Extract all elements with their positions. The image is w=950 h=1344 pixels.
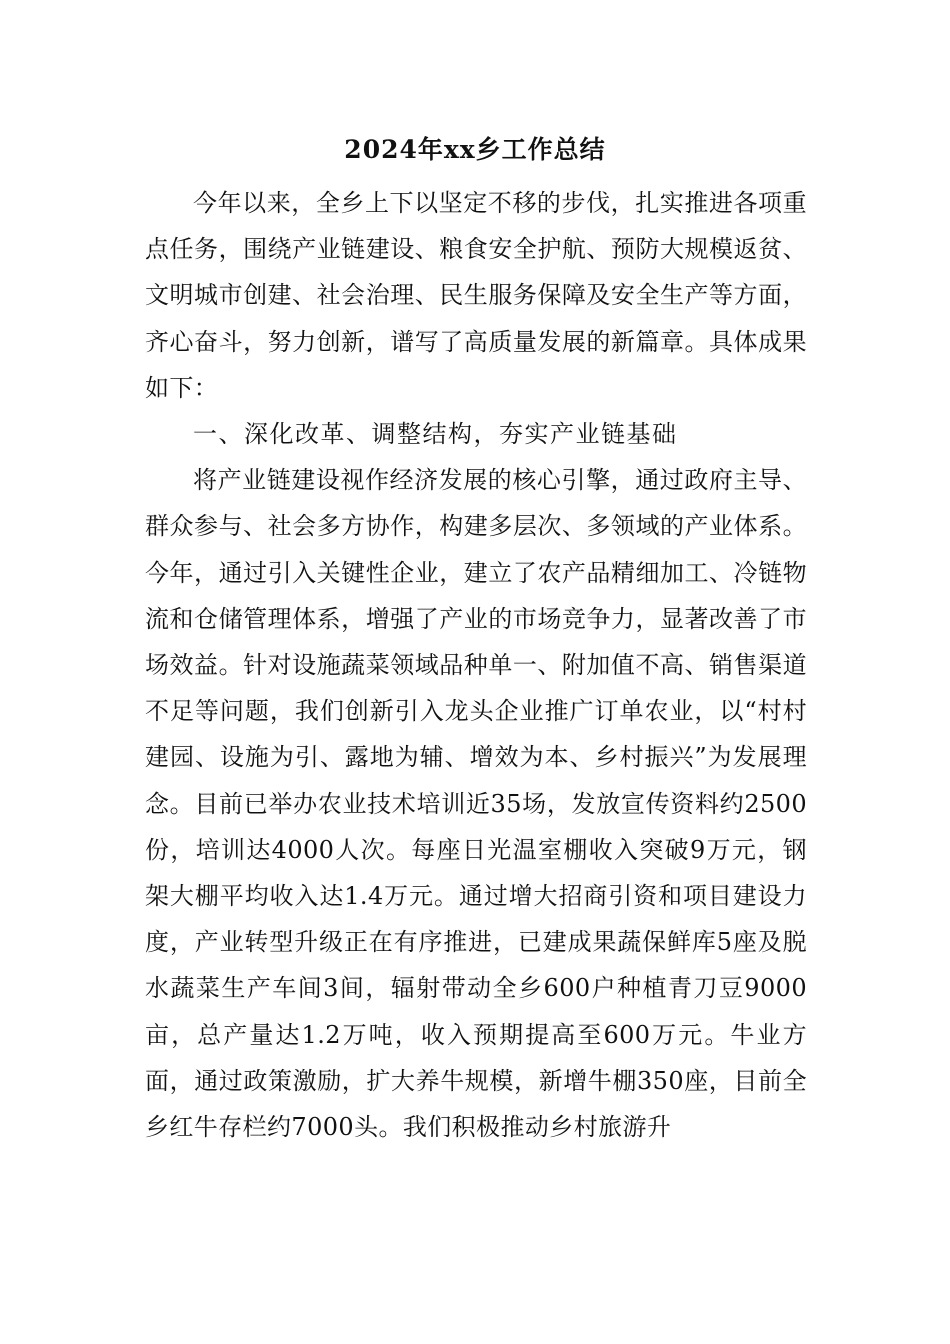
document-body [145,180,807,1150]
section-heading-1: 一、深化改革、调整结构，夯实产业链基础 [193,420,678,449]
document-title: 2024年xx乡工作总结 [344,135,606,164]
section-1-paragraph: 将产业链建设视作经济发展的核心引擎，通过政府主导、群众参与、社会多方协作，构建多层次、多领域的产业体系。今年，通过引入关键性企业，建立了农产品精细加工、冷链物流和仓储管理体系，增强了产业的市场竞争力，显著改善了市场效益。针对设施蔬菜领域品种单一、附加值不高、销售渠道不足等问题，我们创新引入龙头企业推广订单农业，以“村村建园、设施为引、露地为辅、增效为本、乡村振兴”为发展理念。目前已举办农业技术培训近35场，发放宣传资料约2500份，培训达4000人次。每座日光温室棚收入突破9万元，钢架大棚平均收入达1.4万元。通过增大招商引资和项目建设力度，产业转型升级正在有序推进，已建成果蔬保鲜库5座及脱水蔬菜生产车间3间，辐射带动全乡600户种植青刀豆9000亩，总产量达1.2万吨，收入预期提高至600万元。牛业方面，通过政策激励，扩大养牛规模，新增牛棚350座，目前全乡红牛存栏约7000头。我们积极推动乡村旅游升 [145,466,807,1142]
intro-paragraph: 今年以来，全乡上下以坚定不移的步伐，扎实推进各项重点任务，围绕产业链建设、粮食安全护航、预防大规模返贫、文明城市创建、社会治理、民生服务保障及安全生产等方面，齐心奋斗，努力创新，谱写了高质量发展的新篇章。具体成果如下： [145,189,807,402]
